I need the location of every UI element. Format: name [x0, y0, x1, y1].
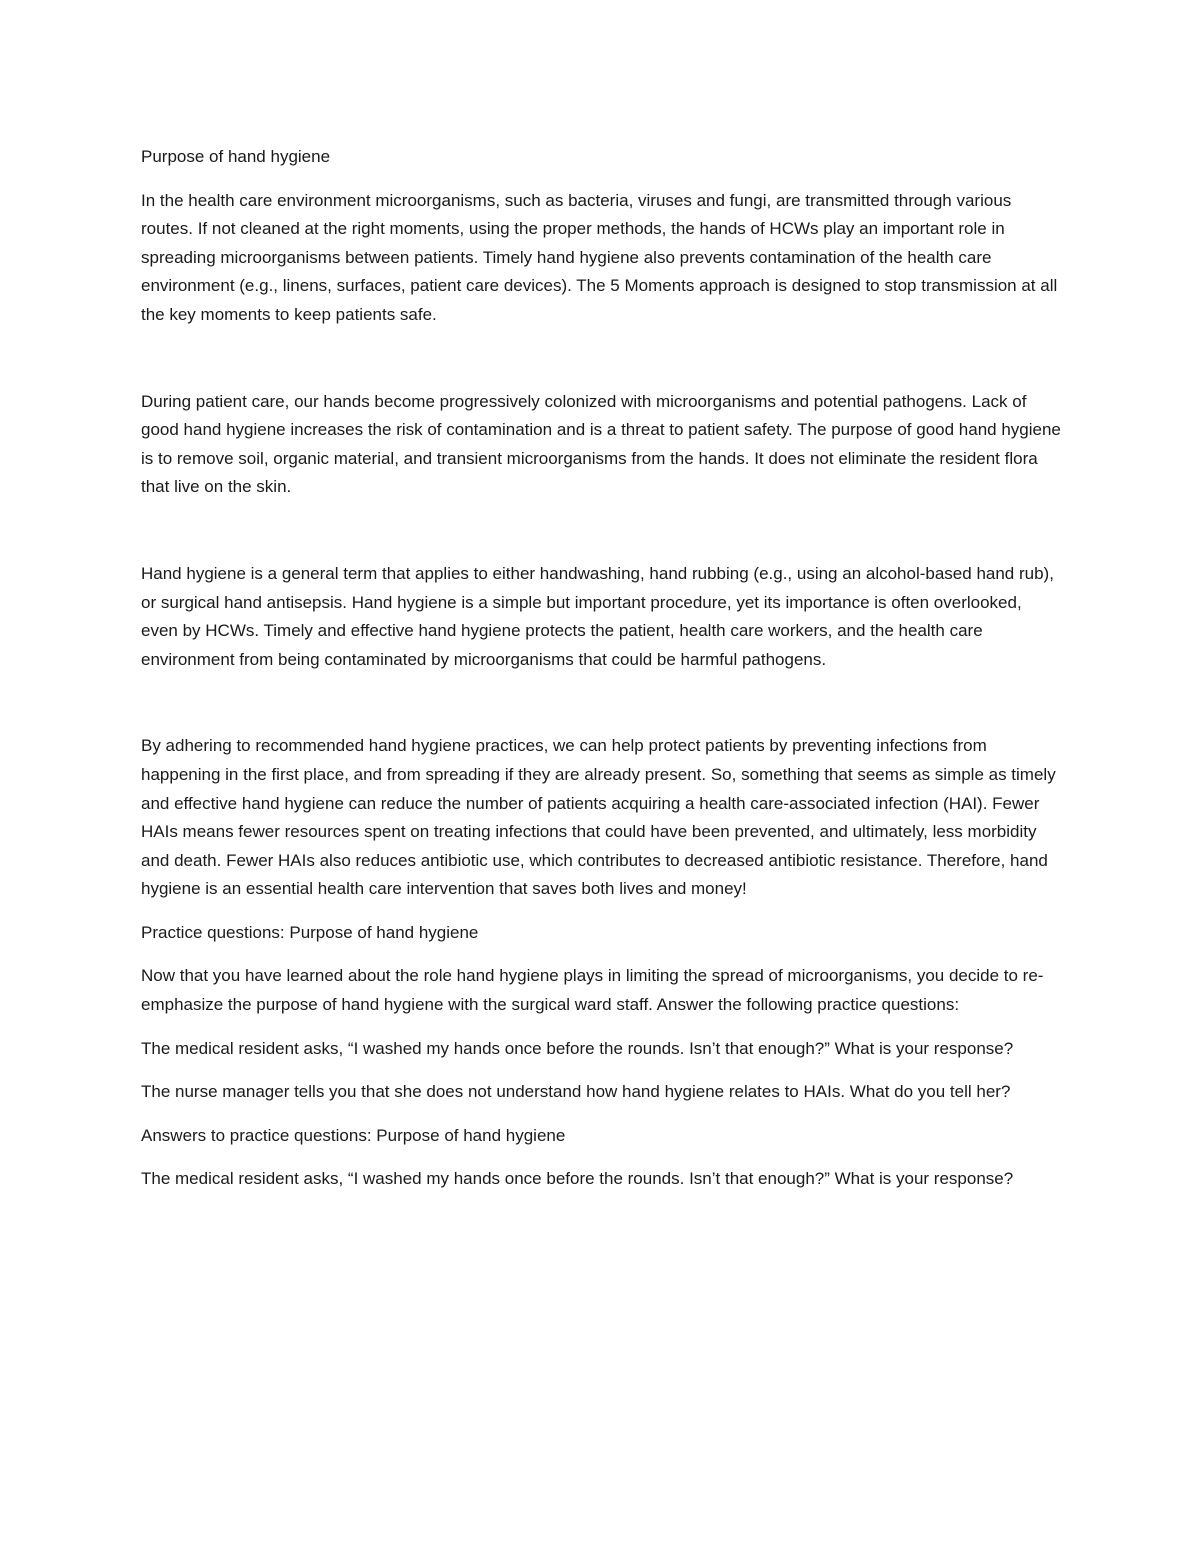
document-body [141, 143, 1061, 1209]
paragraph-4: By adhering to recommended hand hygiene practices, we can help protect patients by preventing infections from happening in the first place, and from spreading if they are already present. So, something that seems as simple as timely and effective hand hygiene can reduce the number of patients acquiring a health care-associated infection (HAI). Fewer HAIs means fewer resources spent on treating infections that could have been prevented, and ultimately, less morbidity and death. Fewer HAIs also reduces antibiotic use, which contributes to decreased antibiotic resistance. Therefore, hand hygiene is an essential health care intervention that saves both lives and money! [141, 736, 1056, 899]
paragraph-2: During patient care, our hands become progressively colonized with microorganisms and potential pathogens. Lack of good hand hygiene increases the risk of contamination and is a threat to patient safety. The purpose of good hand hygiene is to remove soil, organic material, and transient microorganisms from the hands. It does not eliminate the resident flora that live on the skin. [141, 391, 1061, 497]
document-title: Purpose of hand hygiene [141, 147, 331, 166]
answer-question-1: The medical resident asks, “I washed my hands once before the rounds. Isn’t that enough?” What is your response? [141, 1169, 1014, 1189]
practice-heading: Practice questions: Purpose of hand hygiene [141, 922, 479, 942]
answers-heading: Answers to practice questions: Purpose of hand hygiene [141, 1125, 566, 1145]
practice-question-1: The medical resident asks, “I washed my hands once before the rounds. Isn’t that enough?” What is your response? [141, 1038, 1014, 1058]
practice-intro: Now that you have learned about the role hand hygiene plays in limiting the spread of microorganisms, you decide to re-emphasize the purpose of hand hygiene with the surgical ward staff. Answer the following practice questions: [141, 966, 1044, 1015]
paragraph-3: Hand hygiene is a general term that applies to either handwashing, hand rubbing (e.g., using an alcohol-based hand rub), or surgical hand antisepsis. Hand hygiene is a simple but important procedure, yet its importance is often overlooked, even by HCWs. Timely and effective hand hygiene protects the patient, health care workers, and the health care environment from being contaminated by microorganisms that could be harmful pathogens. [141, 563, 1054, 669]
paragraph-1: In the health care environment microorganisms, such as bacteria, viruses and fungi, are transmitted through various routes. If not cleaned at the right moments, using the proper methods, the hands of HCWs play an important role in spreading microorganisms between patients. Timely hand hygiene also prevents contamination of the health care environment (e.g., linens, surfaces, patient care devices). The 5 Moments approach is designed to stop transmission at all the key moments to keep patients safe. [141, 190, 1058, 324]
practice-question-2: The nurse manager tells you that she does not understand how hand hygiene relates to HAIs. What do you tell her? [141, 1082, 1011, 1102]
